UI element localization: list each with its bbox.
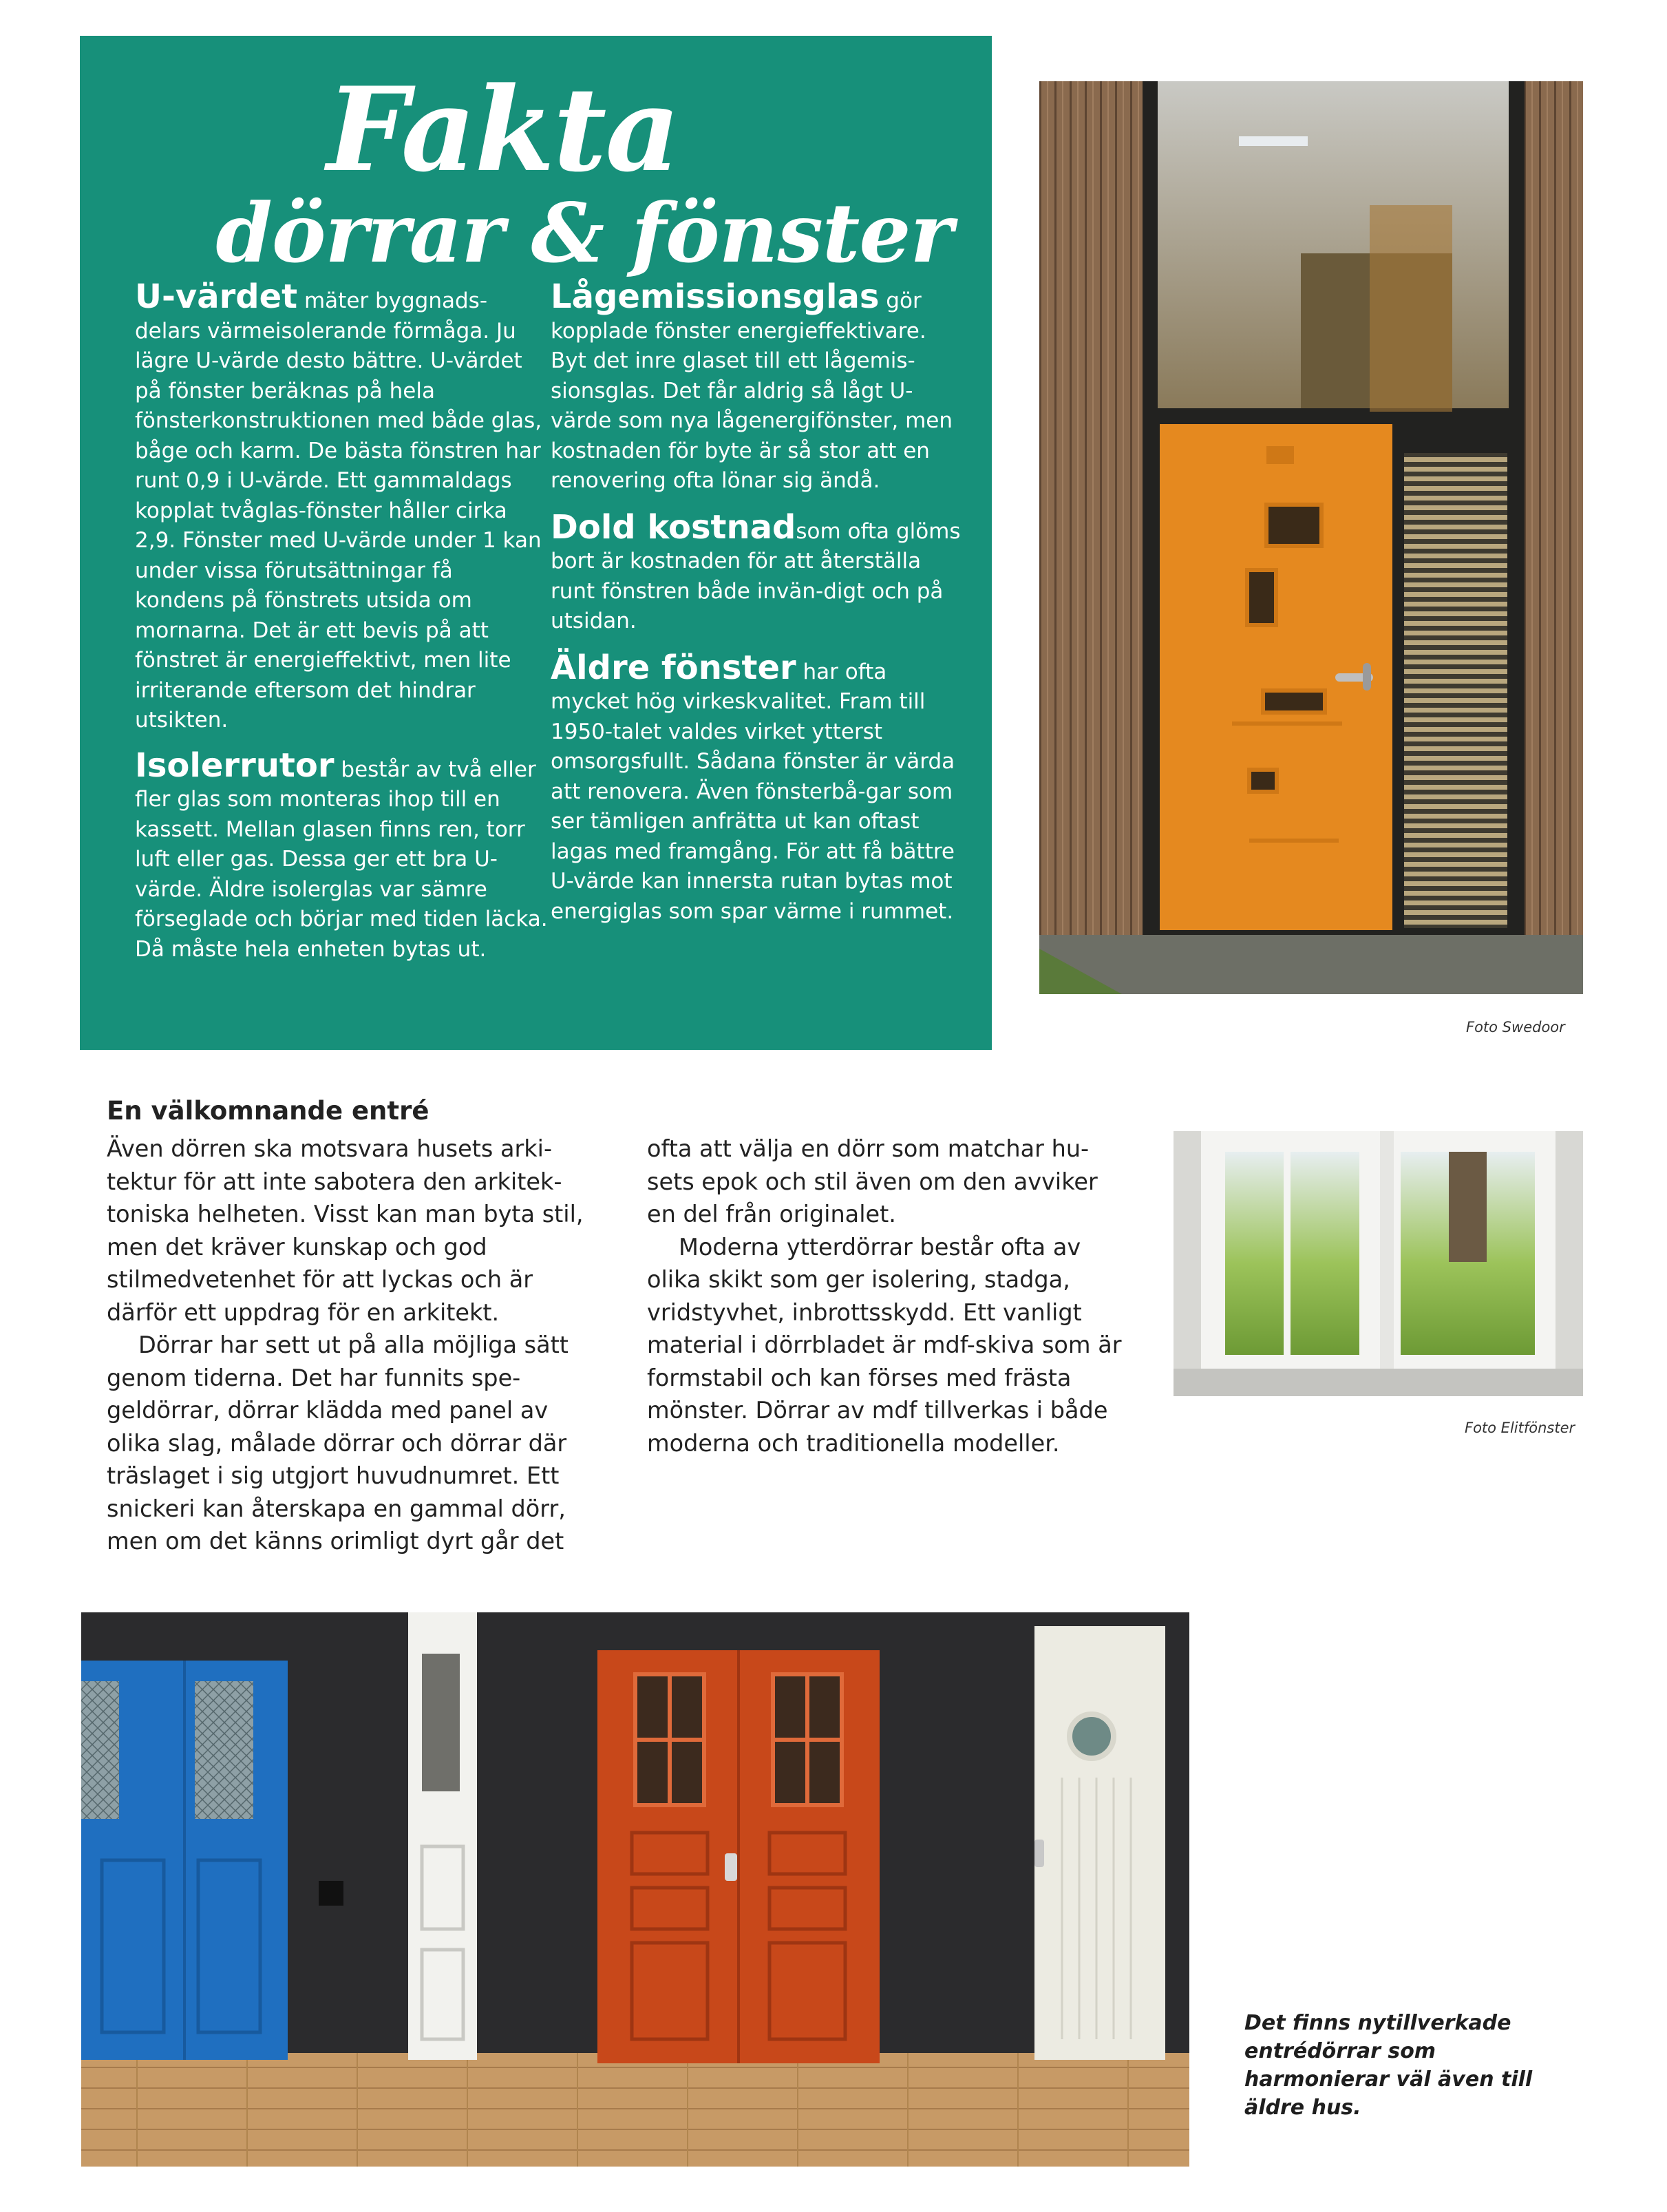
fact-heading-hidden-cost: Dold kostnad bbox=[551, 507, 796, 547]
cream-door bbox=[1034, 1626, 1165, 2060]
photo-credit-elitfonster: Foto Elitfönster bbox=[1465, 1420, 1575, 1436]
fact-lead-u-value: mäter byggnads- bbox=[297, 288, 488, 313]
fact-column-right bbox=[551, 277, 964, 927]
fact-heading-old-windows: Äldre fönster bbox=[551, 648, 796, 687]
article-paragraph: ofta att välja en dörr som matchar hu-sets epok och stil även om den avviker en del från originalet. bbox=[647, 1135, 1098, 1228]
fact-low-e bbox=[551, 277, 964, 496]
article-column-1 bbox=[107, 1133, 588, 1558]
orange-door-illustration bbox=[1039, 81, 1583, 994]
fact-subtitle: dörrar & fönster bbox=[215, 185, 953, 281]
article-paragraph: Även dörren ska motsvara husets arki-tektur för att inte sabotera den arkitek-toniska helheten. Visst kan man byta stil, men det kräver kunskap och god stilmedvetenhet för att lyckas och är därför ett uppdrag för en arkitekt. bbox=[107, 1135, 584, 1326]
photo-orange-entrance-door bbox=[1039, 81, 1583, 994]
window-illustration bbox=[1174, 1131, 1583, 1396]
photo-white-window bbox=[1174, 1131, 1583, 1396]
fact-old-windows bbox=[551, 648, 964, 927]
fact-heading-u-value: U-värdet bbox=[135, 277, 298, 316]
fact-heading-insulated: Isolerrutor bbox=[135, 746, 335, 785]
fact-lead-old-windows: har ofta bbox=[796, 659, 887, 684]
fact-body-u-value: delars värmeisolerande förmåga. Ju lägre U-värde desto bättre. U-värdet på fönster beräknas på hela fönsterkonstruktionen med både glas, båge och karm. De bästa fönstren har runt 0,9 i U-värde. Ett gammaldags kopplat tvåglas-fönster håller cirka 2,9. Fönster med U-värde under 1 kan under vissa förutsättningar få kondens på fönstrets utsida om mornarna. Det är ett bevis på att fönstret är energieffektivt, men lite irriterande eftersom det hindrar utsikten. bbox=[135, 318, 542, 733]
fact-lead-hidden-cost: som ofta bbox=[796, 518, 890, 544]
article-paragraph: Moderna ytterdörrar består ofta av olika skikt som ger isolering, stadga, vridstyvhet, inbrottsskydd. Ett vanligt material i dörrbladet är mdf-skiva som är formstabil och kan förses med frästa mönster. Dörrar av mdf tillverkas i både moderna och traditionella modeller. bbox=[647, 1233, 1122, 1457]
fact-body-low-e: kopplade fönster energieffektivare. Byt det inre glaset till ett lågemis-sionsglas. Det får aldrig så lågt U-värde som nya lågenergifönster, men kostnaden för byte är så stor att en renovering ofta lönar sig ändå. bbox=[551, 318, 953, 493]
article-paragraph: Dörrar har sett ut på alla möjliga sätt genom tiderna. Det har funnits spe-geldörrar, dörrar klädda med panel av olika slag, målade dörrar och dörrar där träslaget i sig utgjort huvudnumret. Ett snickeri kan återskapa en gammal dörr, men om det känns orimligt dyrt går det bbox=[107, 1331, 569, 1555]
fact-hidden-cost bbox=[551, 507, 964, 637]
photo-credit-swedoor: Foto Swedoor bbox=[1466, 1019, 1565, 1035]
showroom-illustration bbox=[81, 1612, 1189, 2167]
fact-u-value bbox=[135, 277, 548, 736]
fact-lead-insulated: består av två bbox=[334, 757, 482, 782]
article-column-2 bbox=[647, 1133, 1129, 1460]
fact-lead-low-e: gör bbox=[879, 288, 922, 313]
fact-title: Fakta bbox=[326, 61, 679, 198]
fact-body-hidden-cost: glöms bort är kostnaden för att återställa runt fönstren både invän-digt och på utsidan. bbox=[551, 518, 961, 633]
fact-body-insulated: eller fler glas som monteras ihop till en kassett. Mellan glasen finns ren, torr luft eller gas. Dessa ger ett bra U-värde. Äldre isolerglas var sämre förseglade och börjar med tiden läcka. Då måste hela enheten bytas ut. bbox=[135, 757, 548, 962]
fact-body-old-windows: mycket hög virkeskvalitet. Fram till 1950-talet valdes virket ytterst omsorgsfullt. Sådana fönster är värda att renovera. Även fönsterbå-gar som ser tämligen anfrätta ut kan oftast lagas med framgång. För att få bättre U-värde kan innersta rutan bytas mot energiglas som spar värme i rummet. bbox=[551, 689, 955, 924]
fact-box bbox=[80, 36, 992, 1050]
photo-door-showroom bbox=[81, 1612, 1189, 2167]
fact-insulated bbox=[135, 746, 548, 965]
fact-column-left bbox=[135, 277, 548, 965]
article-heading: En välkomnande entré bbox=[107, 1096, 429, 1126]
fact-heading-low-e: Lågemissionsglas bbox=[551, 277, 880, 316]
photo-caption: Det finns nytillverkade entrédörrar som harmonierar väl även till äldre hus. bbox=[1244, 2011, 1533, 2120]
